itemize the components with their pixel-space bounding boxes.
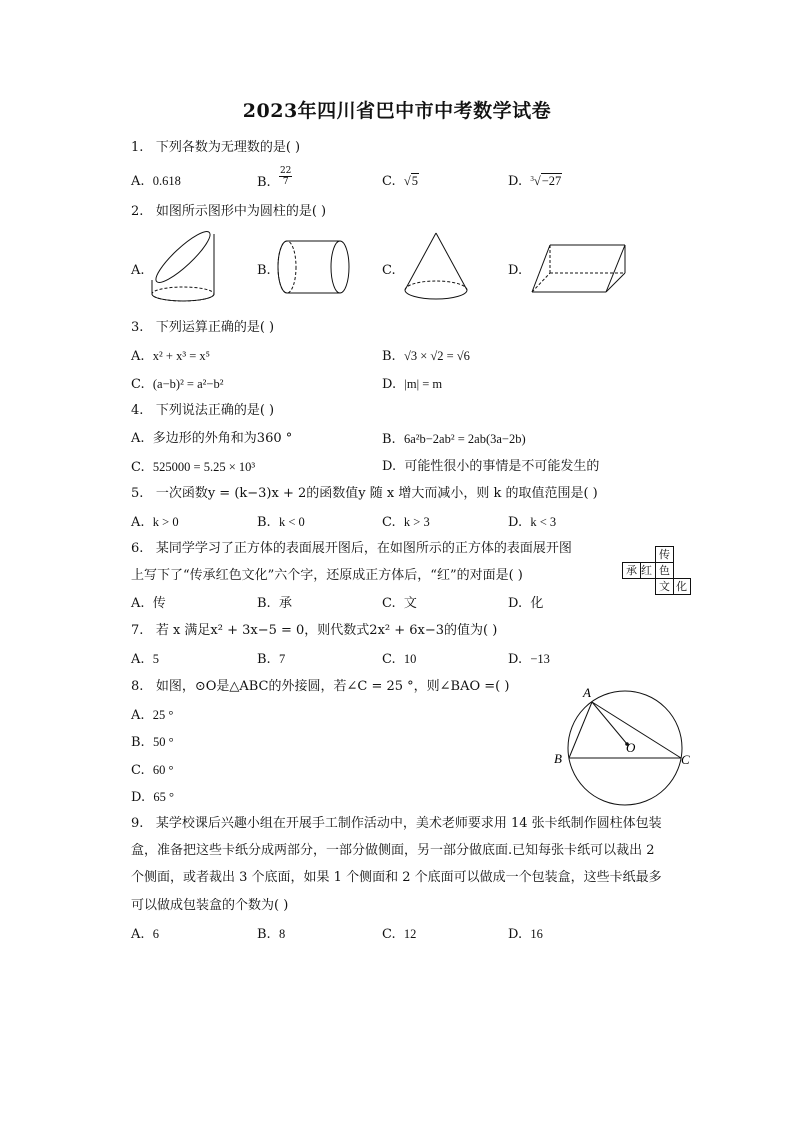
q8-option-d: D. 65 ° — [131, 790, 174, 805]
q5-option-a: A. k > 0 — [131, 515, 179, 530]
q3-option-c: C. (a−b)² = a²−b² — [131, 377, 224, 392]
q2-option-a-label: A. — [131, 263, 145, 278]
q3-option-a: A. x² + x³ = x⁵ — [131, 349, 210, 364]
q9-option-c: C. 12 — [382, 927, 417, 942]
q1-option-b: B. $\frac{22}{7}$ — [257, 166, 292, 190]
q5-option-b: B. k < 0 — [257, 515, 305, 530]
net-cell-4: 色 — [655, 562, 674, 579]
q6-option-c: C. 文 — [382, 596, 417, 611]
q4-stem: 4. 下列说法正确的是( ) — [131, 403, 275, 418]
q4-option-d: D. 可能性很小的事情是不可能发生的 — [382, 459, 600, 474]
q2-option-c-label: C. — [382, 263, 396, 278]
q2-figure-d-prism — [528, 240, 634, 298]
q5-stem: 5. 一次函数y = (k−3)x + 2的函数值y 随 x 增大而减小，则 k 的取值范围是( ) — [131, 486, 598, 501]
q6-option-d: D. 化 — [508, 596, 544, 611]
q2-figure-a-slanted-cut-cylinder — [148, 228, 220, 304]
q5-option-d: D. k < 3 — [508, 515, 557, 530]
q7-option-c: C. 10 — [382, 652, 417, 667]
q7-option-d: D. −13 — [508, 652, 550, 667]
q9-stem-line3: 个侧面，或者裁出 3 个底面，如果 1 个侧面和 2 个底面可以做成一个包装盒，这些卡纸最多 — [131, 870, 662, 885]
q8-stem: 8. 如图，⊙O是△ABC的外接圆，若∠C = 25 °，则∠BAO =( ) — [131, 679, 510, 694]
q6-stem-line1: 6. 某同学学习了正方体的表面展开图后，在如图所示的正方体的表面展开图 — [131, 541, 572, 556]
q6-option-b: B. 承 — [257, 596, 292, 611]
q2-figure-b-cylinder — [274, 238, 354, 298]
q2-figure-c-cone — [402, 230, 470, 304]
q3-stem: 3. 下列运算正确的是( ) — [131, 320, 275, 335]
q9-option-a: A. 6 — [131, 927, 160, 942]
net-cell-3: 红 — [638, 562, 656, 579]
q6-stem-line2: 上写下了“传承红色文化”六个字，还原成正方体后，“红”的对面是( ) — [131, 568, 523, 583]
q9-stem-line2: 盒，准备把这些卡纸分成两部分，一部分做侧面，另一部分做底面.已知每张卡纸可以裁出 2 — [131, 843, 655, 858]
q4-option-a: A. 多边形的外角和为360 ° — [131, 431, 293, 446]
q4-option-c: C. 525000 = 5.25 × 10³ — [131, 460, 256, 475]
q2-option-d-label: D. — [508, 263, 523, 278]
label-a: A — [583, 685, 591, 700]
q9-stem-line1: 9. 某学校课后兴趣小组在开展手工制作活动中，美术老师要求用 14 张卡纸制作圆柱体包装 — [131, 816, 662, 831]
q7-option-a: A. 5 — [131, 652, 160, 667]
q3-option-d: D. |m| = m — [382, 377, 443, 392]
q1-text: 下列各数为无理数的是( ) — [155, 140, 301, 155]
q8-option-a: A. 25 ° — [131, 708, 174, 723]
label-b: B — [554, 751, 562, 766]
q8-option-c: C. 60 ° — [131, 763, 174, 778]
q1-fraction: $\frac{22}{7}$ — [279, 166, 292, 187]
net-cell-5: 文 — [655, 578, 674, 595]
q7-stem: 7. 若 x 满足x² + 3x−5 = 0，则代数式2x² + 6x−3的值为( ) — [131, 623, 498, 638]
net-cell-6: 化 — [673, 578, 691, 595]
q1-stem — [131, 139, 300, 157]
q9-option-b: B. 8 — [257, 927, 286, 942]
q4-option-b: B. 6a²b−2ab² = 2ab(3a−2b) — [382, 432, 526, 447]
q1-option-a: A. 0.618 — [131, 174, 181, 189]
q1-option-c: C. √5 — [382, 174, 419, 189]
q1-option-d: D. $^3$√−27 — [508, 174, 562, 189]
q8-circumcircle-figure — [548, 682, 698, 810]
q6-option-a: A. 传 — [131, 596, 166, 611]
net-cell-2: 承 — [622, 562, 641, 579]
q8-option-b: B. 50 ° — [131, 735, 174, 750]
q9-option-d: D. 16 — [508, 927, 543, 942]
q1-number: 1. — [131, 140, 144, 155]
q2-stem: 2. 如图所示图形中为圆柱的是( ) — [131, 204, 327, 219]
net-cell-1: 传 — [655, 546, 674, 563]
q6-cube-net — [622, 546, 692, 598]
q5-option-c: C. k > 3 — [382, 515, 430, 530]
page-title: 2023年四川省巴中市中考数学试卷 — [242, 100, 552, 122]
q3-option-b: B. √3 × √2 = √6 — [382, 349, 470, 364]
q9-stem-line4: 可以做成包装盒的个数为( ) — [131, 898, 289, 913]
q7-option-b: B. 7 — [257, 652, 286, 667]
label-o: O — [626, 740, 636, 755]
label-c: C — [681, 752, 690, 767]
q2-option-b-label: B. — [257, 263, 271, 278]
